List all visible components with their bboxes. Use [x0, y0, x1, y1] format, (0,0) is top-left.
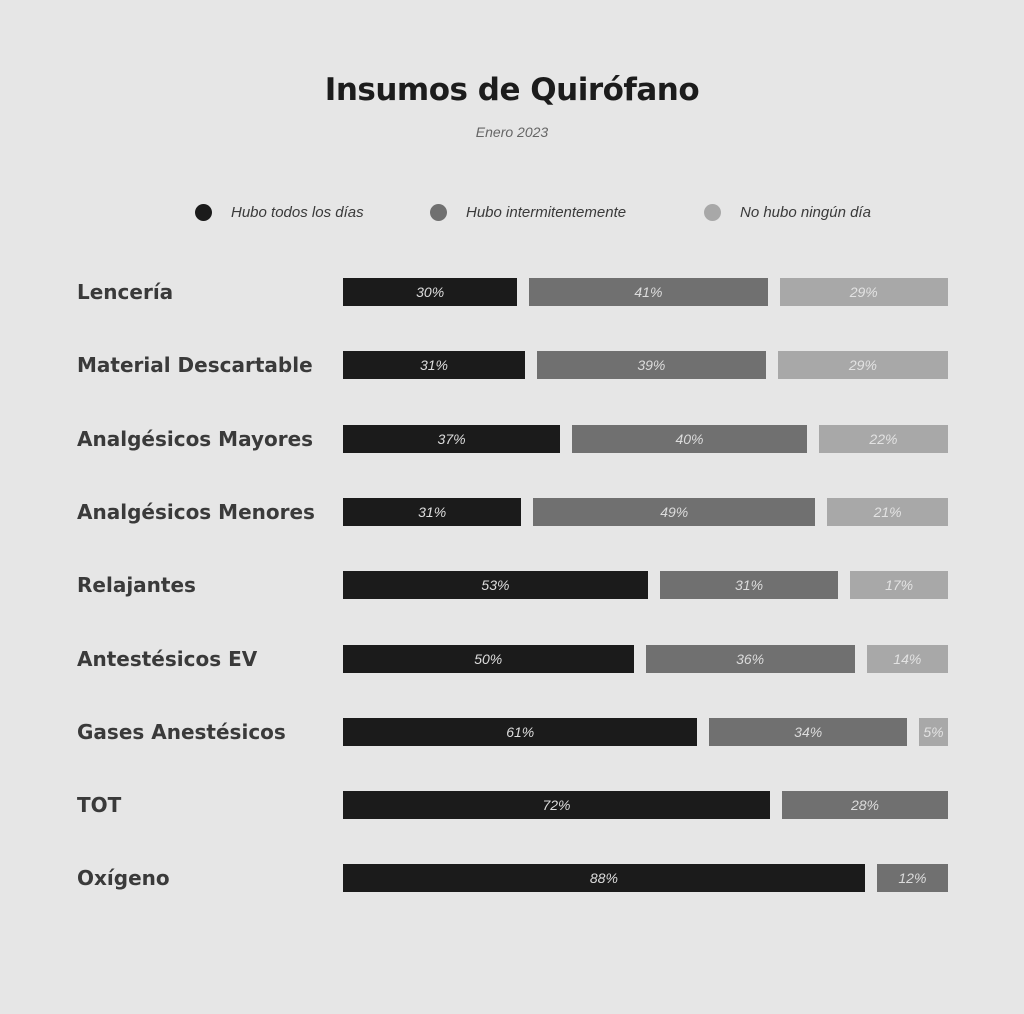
legend-dot-icon [195, 204, 212, 221]
category-label: Relajantes [77, 573, 196, 597]
bar-segment-todos [343, 425, 560, 453]
bar-segment-todos [343, 351, 525, 379]
data-label: 88% [589, 870, 618, 886]
legend-label: Hubo todos los días [231, 203, 364, 221]
bar-segment-ninguno [780, 278, 948, 306]
bar-segment-ninguno [919, 718, 948, 746]
legend-label: Hubo intermitentemente [466, 203, 627, 221]
legend-item-todos [195, 200, 364, 224]
bar-segment-todos [343, 498, 521, 526]
legend-label: No hubo ningún día [740, 203, 871, 221]
data-label: 53% [481, 577, 510, 593]
bar-segment-intermitente [660, 571, 838, 599]
chart-title: Insumos de Quirófano [324, 72, 700, 108]
bar-segment-ninguno [819, 425, 948, 453]
data-label: 37% [437, 431, 466, 447]
category-label: Analgésicos Mayores [77, 427, 314, 451]
data-label: 12% [898, 870, 927, 886]
category-label: Oxígeno [77, 866, 170, 890]
legend-dot-icon [704, 204, 721, 221]
bar-segment-todos [343, 571, 648, 599]
data-label: 28% [850, 797, 879, 813]
bar-segment-ninguno [827, 498, 948, 526]
legend [0, 200, 1024, 224]
data-label: 5% [923, 724, 944, 740]
data-label: 31% [418, 504, 447, 520]
data-label: 29% [848, 357, 877, 373]
bar-segment-ninguno [850, 571, 948, 599]
category-label: Antestésicos EV [77, 647, 258, 671]
data-label: 21% [873, 504, 902, 520]
legend-item-ninguno [704, 200, 871, 224]
data-label: 41% [634, 284, 663, 300]
bar-segment-intermitente [782, 791, 948, 819]
bar-segment-intermitente [646, 645, 855, 673]
data-label: 31% [419, 357, 448, 373]
category-label: Lencería [77, 280, 174, 304]
legend-item-intermitente [430, 200, 626, 224]
bar-segment-intermitente [533, 498, 815, 526]
data-label: 31% [735, 577, 764, 593]
data-label: 50% [474, 651, 503, 667]
bar-segment-todos [343, 278, 517, 306]
data-label: 22% [869, 431, 898, 447]
category-label: Gases Anestésicos [77, 720, 286, 744]
data-label: 34% [794, 724, 823, 740]
bar-segment-intermitente [537, 351, 766, 379]
bar-segment-intermitente [877, 864, 948, 892]
bar-segment-ninguno [778, 351, 948, 379]
data-label: 40% [675, 431, 704, 447]
category-label: Material Descartable [77, 353, 313, 377]
data-label: 29% [849, 284, 878, 300]
bar-segment-todos [343, 864, 865, 892]
data-label: 61% [506, 724, 535, 740]
category-label: Analgésicos Menores [77, 500, 315, 524]
bar-segment-intermitente [572, 425, 807, 453]
bar-segment-intermitente [529, 278, 767, 306]
bar-segment-todos [343, 791, 770, 819]
bar-segment-todos [343, 718, 697, 746]
data-label: 14% [893, 651, 922, 667]
data-label: 30% [416, 284, 445, 300]
data-label: 17% [885, 577, 914, 593]
bar-segment-intermitente [709, 718, 907, 746]
chart-subtitle: Enero 2023 [475, 124, 549, 140]
data-label: 49% [660, 504, 689, 520]
bar-segment-ninguno [867, 645, 948, 673]
category-label: TOT [77, 793, 122, 817]
bar-segment-todos [343, 645, 634, 673]
legend-dot-icon [430, 204, 447, 221]
data-label: 36% [736, 651, 765, 667]
data-label: 72% [542, 797, 571, 813]
data-label: 39% [637, 357, 666, 373]
